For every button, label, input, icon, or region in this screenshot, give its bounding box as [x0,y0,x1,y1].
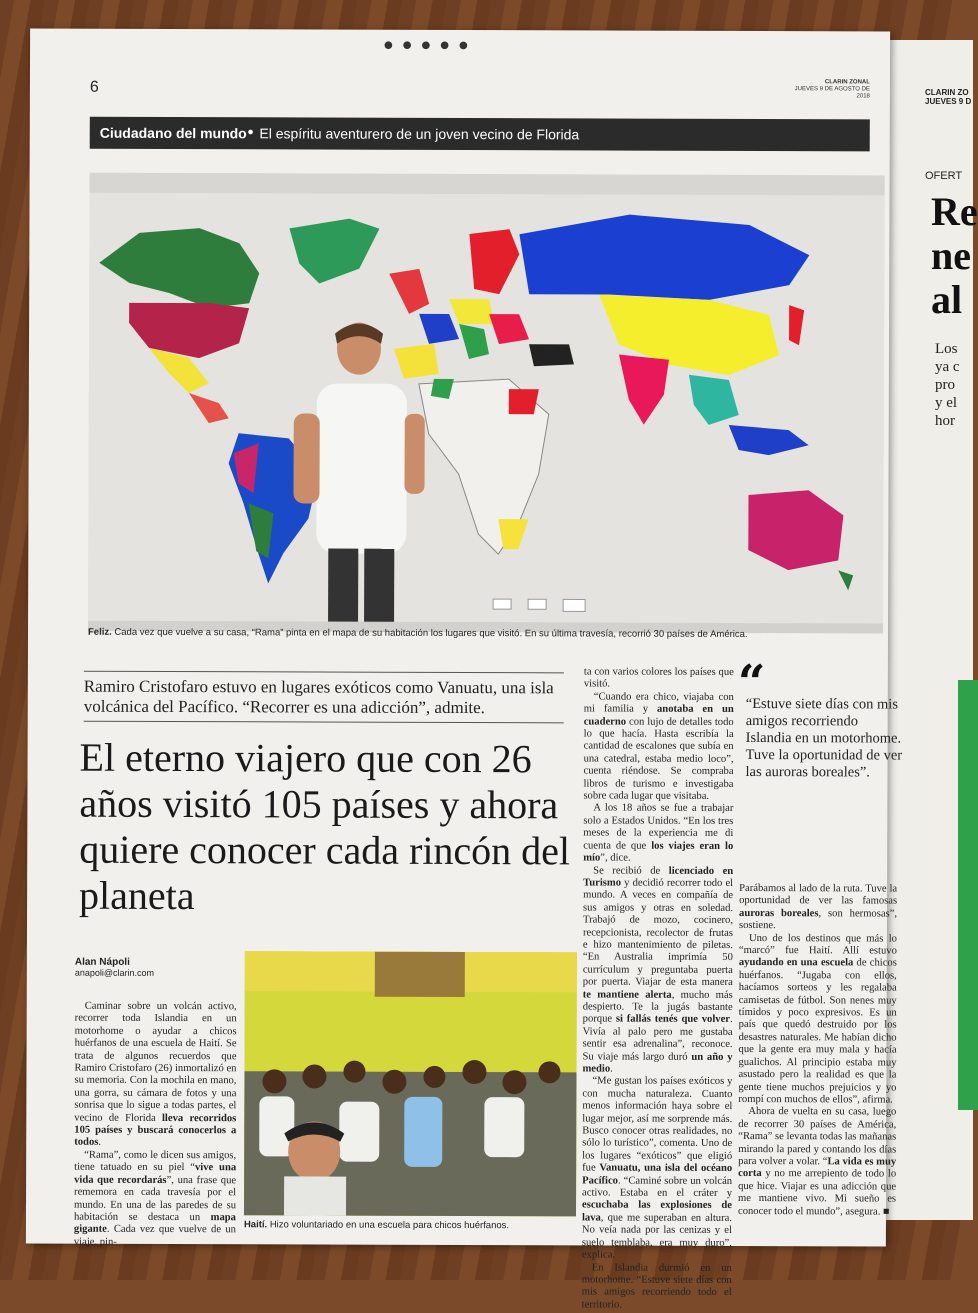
adjacent-page-header: CLARIN ZO JUEVES 9 D [925,88,972,106]
text-run: . Cada vez que vuelve de un viaje, pin- [73,1224,236,1248]
bold-run: ayudando en una escuela [738,957,854,969]
date-label: JUEVES 9 DE AGOSTO DE 2018 [794,86,870,100]
paragraph [584,666,734,691]
paragraph [738,933,897,1107]
author-email: anapoli@clarin.com [74,967,155,978]
paragraph [74,1001,237,1150]
paragraph [582,1076,733,1263]
text-run: Caminar sobre un volcán activo, recorrer toda Islandia en un motorhome o ayudar a chicos huérfanos de una escuela de Haití. Se trata de algunos recuerdos que Ramiro Cristofaro (26) inmortalizó en su memoria. Con la mochila en mano, una gorra, su cámara de fotos y una sonrisa que lo sigue a todas partes, el vecino de Florida [74,1000,237,1124]
main-photo-caption [88,627,868,641]
paragraph [582,1262,732,1312]
paragraph [738,1106,896,1218]
bold-run: si fallás tenés que volver [615,1013,731,1026]
bold-run: mapa gigante [73,1212,236,1236]
paragraph [583,691,733,803]
section-bullet: • [247,124,254,142]
paragraph [739,883,897,933]
text-run: A los 18 años se fue a trabajar solo a Estados Unidos. “En los tres meses de la experiencia me di cuenta de que [583,802,734,852]
deck-top-rule [84,671,564,674]
text-run: . “Caminé sobre un volcán activo. Estaba en el cráter y [582,1175,733,1200]
bold-run: los viajes eran lo mío [583,840,734,864]
text-run: , mucho más despierto. Te la jugás bastante porque [582,989,733,1025]
main-caption-text: Cada vez que vuelve a su casa, “Rama” pinta en el mapa de su habitación los lugares que visitó. En su última travesía, recorrió 30 países de América. [114,626,748,641]
bold-run: lleva recorridos 105 países y buscará conocerlos a todos [74,1112,237,1149]
text-run: y no me arrepiento de todo lo que hice. Viajar es una adicción que me mantiene vivo. Mi sueño es conocer todo el mundo”, asegura. ■ [737,1168,897,1218]
world-map-photo [88,173,885,634]
text-run: y decidió recorrer todo el mundo. A veces en compañía de sus amigos y otras en soledad. Trabajó de mozo, cocinero, recepcionista, recolector de frutas e hizo mantenimiento de piletas. “En Australia imprimía 50 currículum y preguntaba puerta por puerta. Viajar de esta manera [582,877,734,989]
text-run: . Vivía al palo pero me gustaba sentir esa adrenalina”, reconoce. Su viaje más largo duró [582,1014,733,1063]
text-run: . [610,1063,613,1075]
bold-run: auroras boreales [739,907,819,920]
bold-run: un año y medio [582,1051,733,1075]
text-run: Parábamos al lado de la ruta. Tuve la oportunidad de ver las famosas [739,882,898,907]
registration-dots: ●●●●● [384,39,478,52]
map-turkey [529,344,574,366]
paragraph [74,1150,236,1250]
text-run: . [98,1137,102,1149]
page-number: 6 [89,78,99,96]
main-caption-label: Feliz. [87,626,112,638]
author-name: Alan Nápoli [74,956,130,968]
text-run: de chicos huérfanos. “Jugaba con ellos, hacíamos sorteos y les regalaba camisetas de fútbol. Son nenes muy tímidos y poco expresivos. Es un país que quedó destruido por los desastres naturales. Me habían dicho que la gente era muy mala y hacía gualichos. Al principio estaba muy asustado pero la realidad es que la gente tiene muchos prejuicios y yo rompí con muchos de ellos”, afirma. [738,957,897,1106]
section-name: Ciudadano del mundo [99,124,247,142]
text-run: con lujo de detalles todo lo que hacía. Hasta escribía la cantidad de escalones que subía en una catedral, estaba medio loco”, cuenta riéndose. Se compraba libros de turismo e investigaba sobre cada lugar que visitaba. [583,716,734,802]
text-run: ”, una frase que rememora en cada travesía por el mundo. En una de las paredes de su habitación se destaca un [73,1174,237,1224]
haiti-photo [244,951,577,1216]
article-column-2 [582,666,734,1312]
text-run: Ahora de vuelta en su casa, luego de recorrer 30 países de América, “Rama” se levanta todas las mañanas mirando la pared y contando los días para volver a volar. “ [738,1106,897,1168]
page-date [790,79,870,100]
map-egypt [509,389,539,414]
haiti-photo-caption [244,1219,574,1231]
text-run: “Me gustan los países exóticos y con mucha naturaleza. Cuanto menos información haya sobre el lugar mejor, así me sorprende más. Busco conocer otras realidades, no sólo lo turístico”, comenta. Uno de los lugares “exóticos” que eligió fue [582,1075,733,1174]
text-run: , que me superaban en altura. No veía nada por las cenizas y el suelo temblaba, era muy duro”, explica. [581,1212,732,1261]
newspaper-page [26,29,903,1311]
bold-run: La vida es muy corta [738,1156,897,1180]
article-column-3 [738,883,897,1219]
section-header [90,117,870,152]
text-run: , son hermosas”, sostiene. [738,908,898,932]
haiti-caption-label: Haití. [243,1219,268,1231]
main-photo [88,173,885,634]
text-run: En Islandia durmió en un motorhome. “Estuve siete días con mis amigos recorriendo todo el territorio. [581,1261,732,1311]
byline [75,957,154,978]
text-run: Se recibió de [593,864,669,877]
bold-run: licenciado en Turismo [583,865,734,889]
bold-run: vive una vida que recordarás [74,1162,237,1186]
pull-quote: “Estuve siete días con mis amigos recorriendo Islandia en un motorhome. Tuve la oportunidad de ver las auroras boreales”. [745,696,903,781]
bold-run: Vanuatu, una isla del océano Pacífico [582,1162,733,1187]
text-run: ”, dice. [600,852,631,864]
adjacent-page-text: Los ya c pro y el hor [935,341,960,429]
masthead-label: CLARIN ZONAL [824,79,870,86]
text-run: “Rama”, como le dicen sus amigos, tiene tatuado en su piel “ [74,1149,237,1174]
quote-mark-icon: “ [737,654,766,712]
text-run: Uno de los destinos que más lo “marcó” fue Haití. Allí estuvo [738,932,897,957]
paragraph [582,865,733,1076]
section-subtitle: El espíritu aventurero de un joven vecino de Florida [259,125,580,143]
adjacent-page-section: OFERT [925,170,963,182]
adjacent-page-headline: Re ne al [931,189,978,322]
text-run: “Cuando era chico, viajaba con mi familia y [583,691,734,715]
bold-run: anotaba en un cuaderno [583,703,734,728]
haiti-group-photo [244,951,577,1216]
bold-run: escuchaba las explosiones de lava [581,1199,733,1224]
article-column-1 [74,1001,237,1250]
paragraph [583,803,733,866]
deck-bottom-rule [84,721,564,724]
text-run: ta con varios colores los países que visitó. [583,666,734,690]
bold-run: te mantiene alerta [582,989,672,1001]
article-headline: El eterno viajero que con 26 años visitó 105 países y ahora quiere conocer cada rincón del planeta [79,734,571,919]
article-deck: Ramiro Cristofaro estuvo en lugares exóticos como Vanuatu, una isla volcánica del Pacífico. “Recorrer es una adicción”, admite. [83,676,554,718]
haiti-caption-text: Hizo voluntariado en una escuela para chicos huérfanos. [269,1219,510,1232]
adjacent-page-green-ad [958,680,978,1110]
